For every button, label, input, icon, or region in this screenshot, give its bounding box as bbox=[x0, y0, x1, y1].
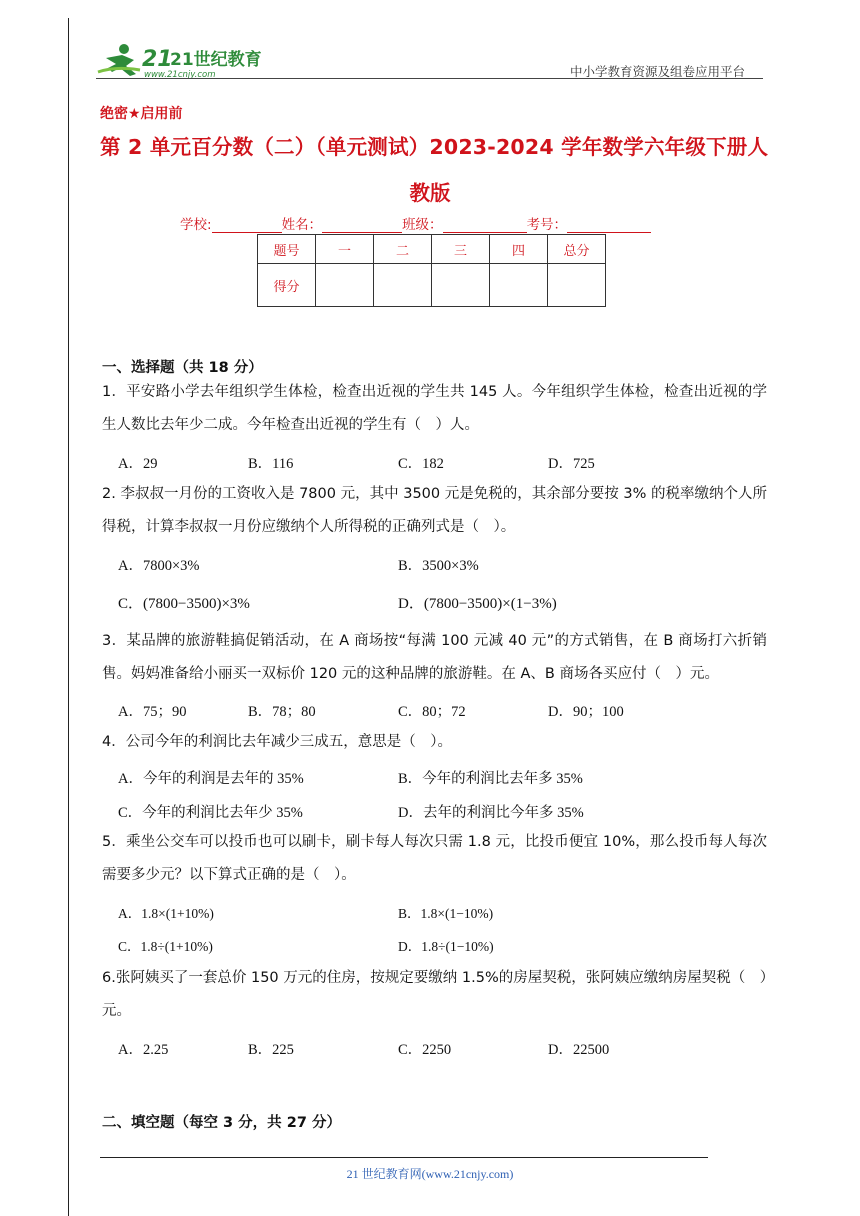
footer-rule bbox=[100, 1157, 708, 1158]
score-table-header: 二 bbox=[374, 235, 432, 264]
question-4-text: 4．公司今年的利润比去年减少三成五，意思是（ ）。 bbox=[102, 734, 452, 750]
secret-label: 绝密★启用前 bbox=[100, 106, 183, 122]
svg-text:21: 21 bbox=[142, 47, 173, 72]
q3-option-d[interactable]: D．90；100 bbox=[548, 704, 624, 720]
q4-option-a[interactable]: A．今年的利润是去年的 35% bbox=[118, 771, 304, 787]
q5-option-a[interactable]: A．1.8×(1+10%) bbox=[118, 906, 214, 921]
score-row-label: 得分 bbox=[258, 264, 316, 307]
q6-option-d[interactable]: D．22500 bbox=[548, 1042, 610, 1058]
q3-option-c[interactable]: C．80；72 bbox=[398, 704, 466, 720]
q3-option-b[interactable]: B．78；80 bbox=[248, 704, 316, 720]
q3-option-a[interactable]: A．75；90 bbox=[118, 704, 187, 720]
question-6-text: 6.张阿姨买了一套总价 150 万元的住房，按规定要缴纳 1.5%的房屋契税，张阿姨应缴纳房屋契税（ ）元。 bbox=[102, 970, 767, 1019]
question-1-text: 1．平安路小学去年组织学生体检，检查出近视的学生共 145 人。今年组织学生体检，检查出近视的学生人数比去年少二成。今年检查出近视的学生有（ ）人。 bbox=[102, 384, 767, 433]
q6-option-c[interactable]: C．2250 bbox=[398, 1042, 452, 1058]
svg-text:21世纪教育: 21世纪教育 bbox=[170, 50, 262, 70]
q2-option-a[interactable]: A．7800×3% bbox=[118, 558, 200, 574]
score-table bbox=[257, 234, 606, 307]
exam-no-blank[interactable] bbox=[567, 218, 651, 233]
score-table-header: 一 bbox=[316, 235, 374, 264]
q4-option-b[interactable]: B．今年的利润比去年多 35% bbox=[398, 771, 583, 787]
q5-option-d[interactable]: D．1.8÷(1−10%) bbox=[398, 939, 494, 954]
q5-option-b[interactable]: B．1.8×(1−10%) bbox=[398, 906, 494, 921]
q4-option-d[interactable]: D．去年的利润比今年多 35% bbox=[398, 805, 584, 821]
question-5-text: 5．乘坐公交车可以投币也可以刷卡，刷卡每人每次只需 1.8 元，比投币便宜 10%，那么投币每人每次需要多少元？以下算式正确的是（ ）。 bbox=[102, 834, 767, 883]
section-1-title: 一、选择题（共 18 分） bbox=[102, 360, 263, 376]
running-man-logo-icon bbox=[96, 42, 271, 82]
svg-text:www.21cnjy.com: www.21cnjy.com bbox=[144, 70, 216, 80]
q2-option-b[interactable]: B．3500×3% bbox=[398, 558, 479, 574]
score-table-header-row bbox=[258, 235, 606, 264]
q4-option-c[interactable]: C．今年的利润比去年少 35% bbox=[118, 805, 303, 821]
q6-option-b[interactable]: B．225 bbox=[248, 1042, 294, 1058]
class-blank[interactable] bbox=[443, 218, 527, 233]
site-logo bbox=[96, 42, 271, 82]
section-2-title: 二、填空题（每空 3 分，共 27 分） bbox=[102, 1115, 341, 1131]
score-cell[interactable] bbox=[548, 264, 606, 307]
score-cell[interactable] bbox=[316, 264, 374, 307]
q2-option-d[interactable]: D．(7800−3500)×(1−3%) bbox=[398, 596, 557, 612]
name-label: 姓名： bbox=[281, 217, 323, 233]
score-cell[interactable] bbox=[490, 264, 548, 307]
student-info-line bbox=[180, 213, 651, 233]
name-blank[interactable] bbox=[322, 218, 402, 233]
exam-title-line2: 教版 bbox=[409, 181, 451, 205]
question-3-text: 3．某品牌的旅游鞋搞促销活动，在 A 商场按“每满 100 元减 40 元”的方式销售，在 B 商场打六折销售。妈妈准备给小丽买一双标价 120 元的这种品牌的旅游鞋。在 A、B 商场各买应付（ ）元。 bbox=[102, 633, 767, 682]
question-2-text: 2. 李叔叔一月份的工资收入是 7800 元，其中 3500 元是免税的，其余部分要按 3% 的税率缴纳个人所得税，计算李叔叔一月份应缴纳个人所得税的正确列式是（ ）。 bbox=[102, 486, 767, 535]
score-table-score-row bbox=[258, 264, 606, 307]
q2-option-c[interactable]: C．(7800−3500)×3% bbox=[118, 596, 250, 612]
footer-text[interactable]: 21 世纪教育网(www.21cnjy.com) bbox=[346, 1167, 514, 1181]
q1-option-d[interactable]: D．725 bbox=[548, 456, 595, 472]
q6-option-a[interactable]: A．2.25 bbox=[118, 1042, 169, 1058]
q1-option-b[interactable]: B．116 bbox=[248, 456, 294, 472]
score-table-header: 三 bbox=[432, 235, 490, 264]
score-table-header: 题号 bbox=[258, 235, 316, 264]
q1-option-c[interactable]: C．182 bbox=[398, 456, 444, 472]
score-table-header: 总分 bbox=[548, 235, 606, 264]
score-cell[interactable] bbox=[374, 264, 432, 307]
score-cell[interactable] bbox=[432, 264, 490, 307]
exam-title-line1: 第 2 单元百分数（二）（单元测试）2023-2024 学年数学六年级下册人 bbox=[100, 135, 769, 159]
q5-option-c[interactable]: C．1.8÷(1+10%) bbox=[118, 939, 213, 954]
class-label: 班级： bbox=[402, 217, 443, 233]
platform-name: 中小学教育资源及组卷应用平台 bbox=[570, 64, 746, 79]
school-label: 学校: bbox=[180, 217, 212, 233]
school-blank[interactable] bbox=[212, 218, 282, 233]
exam-no-label: 考号： bbox=[526, 217, 568, 233]
score-table-header: 四 bbox=[490, 235, 548, 264]
header-rule bbox=[96, 78, 763, 79]
q1-option-a[interactable]: A．29 bbox=[118, 456, 158, 472]
